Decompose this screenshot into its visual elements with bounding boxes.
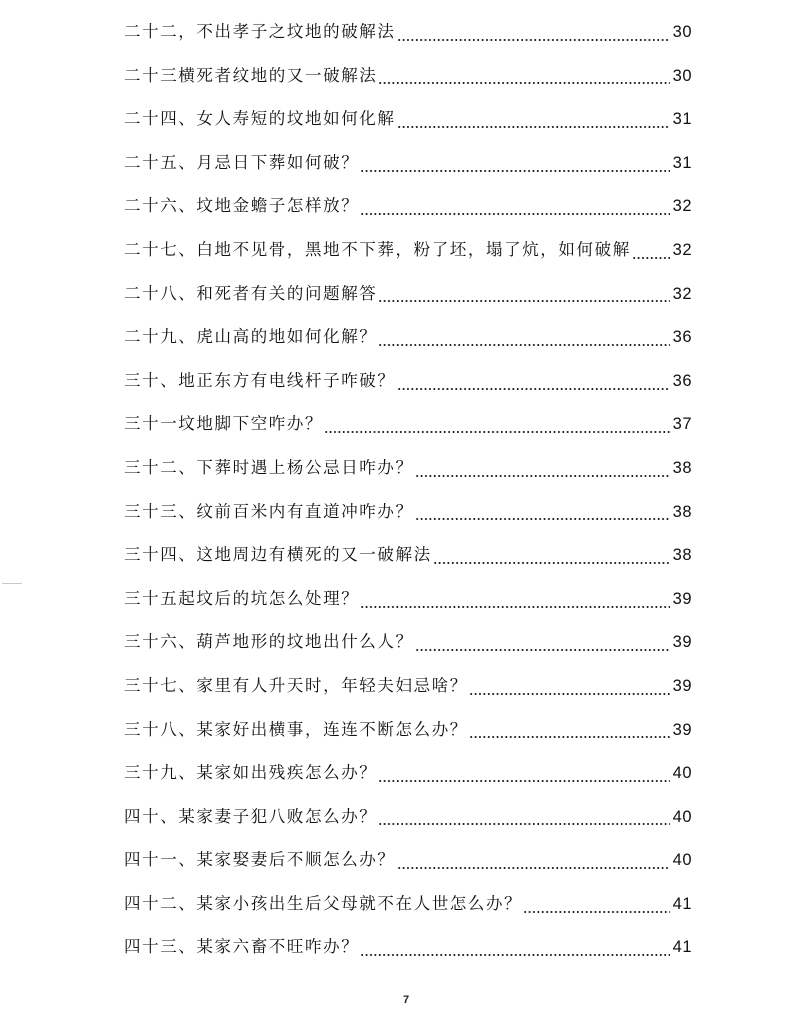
- toc-entry: [124, 97, 692, 141]
- toc-entry-page: 39: [672, 676, 692, 695]
- toc-entry-page: 40: [672, 764, 692, 783]
- toc-entry-title: 三十四、这地周边有横死的又一破解法: [124, 545, 432, 565]
- toc-entry: [124, 272, 692, 316]
- toc-entry: [124, 620, 692, 664]
- toc-entry-title: 二十七、白地不见骨，黑地不下葬，粉了坯，塌了炕，如何破解: [124, 239, 631, 259]
- table-of-contents: [124, 10, 692, 969]
- toc-entry-title: 二十三横死者纹地的又一破解法: [124, 65, 378, 85]
- toc-entry-title: 三十、地正东方有电线杆子咋破？: [124, 370, 396, 390]
- dot-leader: [360, 213, 669, 215]
- toc-entry: [124, 664, 692, 708]
- dot-leader: [378, 344, 669, 346]
- dot-leader: [378, 780, 669, 782]
- dot-leader: [523, 911, 669, 913]
- dot-leader: [397, 388, 670, 390]
- toc-entry-title: 四十三、某家六畜不旺咋办？: [124, 937, 360, 957]
- toc-entry-page: 41: [672, 938, 692, 957]
- toc-entry: [124, 402, 692, 446]
- toc-entry-title: 三十二、下葬时遇上杨公忌日咋办？: [124, 457, 414, 477]
- dot-leader: [415, 518, 670, 520]
- toc-entry: [124, 751, 692, 795]
- toc-entry-title: 二十四、女人寿短的坟地如何化解: [124, 109, 396, 129]
- toc-entry-title: 二十九、虎山高的地如何化解？: [124, 327, 378, 347]
- toc-entry: [124, 925, 692, 969]
- toc-entry: [124, 54, 692, 98]
- toc-entry: [124, 708, 692, 752]
- toc-entry-page: 38: [672, 546, 692, 565]
- dot-leader: [415, 475, 670, 477]
- toc-entry: [124, 184, 692, 228]
- toc-entry-title: 二十二，不出孝子之坟地的破解法: [124, 22, 396, 41]
- toc-entry: [124, 882, 692, 926]
- toc-entry-title: 二十六、坟地金蟾子怎样放？: [124, 196, 360, 216]
- dot-leader: [360, 170, 669, 172]
- toc-entry: [124, 577, 692, 621]
- toc-entry: [124, 795, 692, 839]
- toc-entry-title: 三十八、某家好出横事，连连不断怎么办？: [124, 719, 468, 739]
- dot-leader: [433, 562, 670, 564]
- toc-entry: [124, 10, 692, 54]
- toc-entry-page: 40: [672, 807, 692, 826]
- toc-entry-page: 37: [672, 415, 692, 434]
- page-number: 7: [402, 994, 410, 1006]
- toc-entry-page: 41: [672, 894, 692, 913]
- toc-entry-page: 39: [672, 633, 692, 652]
- toc-entry-page: 30: [672, 23, 692, 41]
- toc-entry-title: 三十六、葫芦地形的坟地出什么人？: [124, 632, 414, 652]
- toc-entry-page: 32: [672, 197, 692, 216]
- dot-leader: [469, 693, 670, 695]
- toc-entry: [124, 315, 692, 359]
- toc-entry-page: 36: [672, 371, 692, 390]
- toc-entry-page: 39: [672, 720, 692, 739]
- dot-leader: [360, 954, 669, 956]
- toc-entry-page: 38: [672, 502, 692, 521]
- dot-leader: [324, 431, 670, 433]
- toc-entry-title: 三十一坟地脚下空咋办？: [124, 414, 324, 434]
- toc-entry: [124, 141, 692, 185]
- toc-entry-title: 四十一、某家娶妻后不顺怎么办？: [124, 850, 396, 870]
- toc-entry-title: 二十八、和死者有关的问题解答: [124, 283, 378, 303]
- dot-leader: [378, 82, 669, 84]
- toc-entry-page: 38: [672, 458, 692, 477]
- toc-entry-page: 32: [672, 240, 692, 259]
- toc-entry-title: 四十二、某家小孩出生后父母就不在人世怎么办？: [124, 893, 523, 913]
- scan-artifact-line: [2, 583, 22, 584]
- toc-entry: [124, 359, 692, 403]
- dot-leader: [378, 300, 669, 302]
- dot-leader: [397, 867, 670, 869]
- toc-entry-page: 39: [672, 589, 692, 608]
- toc-entry-title: 二十五、月忌日下葬如何破？: [124, 152, 360, 172]
- dot-leader: [360, 606, 669, 608]
- toc-entry-page: 36: [672, 328, 692, 347]
- toc-entry-title: 四十、某家妻子犯八败怎么办？: [124, 806, 378, 826]
- toc-entry: [124, 446, 692, 490]
- toc-entry: [124, 838, 692, 882]
- dot-leader: [397, 126, 670, 128]
- toc-entry-page: 40: [672, 851, 692, 870]
- dot-leader: [397, 39, 670, 41]
- toc-entry: [124, 228, 692, 272]
- toc-entry-title: 三十七、家里有人升天时，年轻夫妇忌啥？: [124, 675, 468, 695]
- toc-entry-page: 32: [672, 284, 692, 303]
- dot-leader: [469, 736, 670, 738]
- dot-leader: [632, 257, 670, 259]
- toc-entry-page: 30: [672, 66, 692, 85]
- dot-leader: [415, 649, 670, 651]
- toc-entry: [124, 533, 692, 577]
- toc-entry-title: 三十五起坟后的坑怎么处理？: [124, 588, 360, 608]
- dot-leader: [378, 823, 669, 825]
- toc-entry-page: 31: [672, 153, 692, 172]
- toc-entry-title: 三十九、某家如出残疾怎么办？: [124, 763, 378, 783]
- toc-entry-title: 三十三、纹前百米内有直道冲咋办？: [124, 501, 414, 521]
- toc-entry: [124, 490, 692, 534]
- toc-entry-page: 31: [672, 110, 692, 129]
